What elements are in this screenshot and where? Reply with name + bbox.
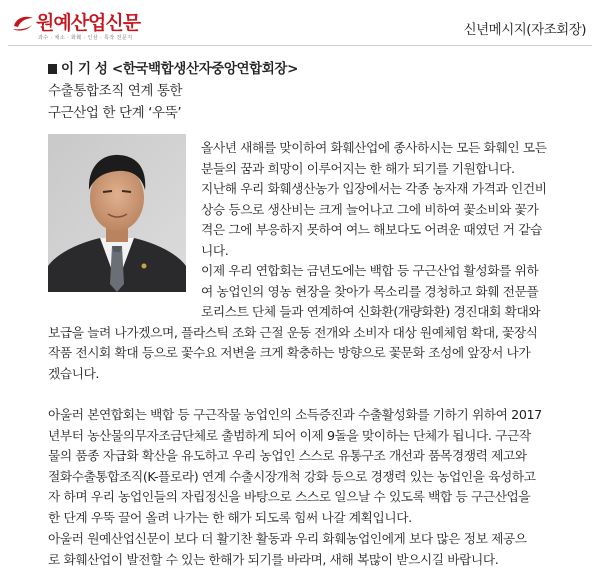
paragraph-1: [201, 138, 577, 179]
text-line: 절화수출통합조직(K-플로라) 연계 수출시장개척 강화 등으로 경쟁력 있는 농업인을 육성하고: [48, 468, 536, 484]
text-line: 자 하며 우리 농업인들의 자립정신을 바탕으로 스스로 일으날 수 있도록 백합 등 구근산업을: [48, 489, 531, 505]
article-headline: [48, 58, 568, 124]
red-crescent-leaf-icon: [12, 14, 34, 34]
text-line: 격은 그에 부응하지 못하여 여느 해보다도 어려운 때였던 거 같습: [201, 222, 542, 238]
text-line: 작품 전시회 확대 등으로 꽃수요 저변을 크게 확충하는 방향으로 꽃문화 조성에 앞장서 나가: [48, 345, 531, 361]
section-title: 신년메시지(자조회장): [463, 22, 586, 38]
text-line: 이제 우리 연합회는 금년도에는 백합 등 구근산업 활성화를 위하: [201, 263, 539, 278]
logo-tagline: 과수 · 채소 · 화훼 · 인삼 · 특작 전문지: [38, 35, 133, 41]
byline: 이 기 성 <한국백합생산자중앙연합회장>: [61, 61, 298, 77]
text-line: 년부터 농산물의무자조금단체로 출범하게 되어 이제 9돌을 맞이하는 단체가 됩니다. 구근작: [48, 427, 531, 443]
text-line: 올사년 새해를 맞이하여 화훼산업에 종사하시는 모든 화훼인 모든: [201, 140, 547, 155]
paragraph-5: [48, 529, 577, 570]
masthead: [0, 0, 600, 46]
logo-name: 원예산업신문: [36, 12, 141, 34]
paragraph-3: [48, 261, 577, 385]
text-line: 보급을 늘려 나가겠으며, 플라스틱 조화 근절 운동 전개와 소비자 대상 원예체험 확대, 꽃장식: [48, 324, 538, 340]
subtitle-2: 구근산업 한 단계 ‘우뚝’: [48, 105, 182, 121]
subtitle-1: 수출통합조직 연계 통한: [48, 83, 183, 99]
byline-row: [48, 58, 568, 80]
paragraph-2: [201, 179, 577, 261]
newspaper-logo[interactable]: [12, 10, 182, 42]
text-line: 로 화훼산업이 발전할 수 있는 한해가 되기를 바라며, 새해 복많이 받으시길 바랍니다.: [48, 551, 499, 567]
header-divider: [8, 45, 592, 46]
text-line: 지난해 우리 화훼생산농가 입장에서는 각종 농자재 가격과 인건비: [201, 181, 547, 196]
text-line: 상승 등으로 생산비는 크게 늘어나고 그에 비하여 꽃소비와 꽃가: [201, 201, 539, 217]
text-line: 아울러 본연합회는 백합 등 구근작물 농업인의 소득증진과 수출활성화를 기하기 위하여 2017: [48, 407, 542, 422]
text-line: 여 농업인의 영농 현장을 찾아가 목소리를 경청하고 화훼 전문플: [201, 283, 539, 299]
bullet-square-icon: [48, 64, 57, 74]
text-line: 로리스트 단체 들과 연계하여 신화환(개량화환) 경진대회 확대와: [201, 304, 541, 320]
text-line: 겠습니다.: [48, 365, 100, 381]
text-line: 분들의 꿈과 희망이 이루어지는 한 해가 되기를 기원합니다.: [201, 160, 515, 176]
text-line: 한 단계 우뚝 끌어 올려 나가는 한 해가 되도록 힘써 나갈 계획입니다.: [48, 509, 412, 525]
paragraph-4: [48, 405, 577, 529]
text-line: 물의 품종 자급화 확산을 유도하고 우리 농업인 스스로 유통구조 개선과 품목경쟁력 제고와: [48, 448, 527, 464]
text-line: 니다.: [201, 242, 229, 258]
text-line: 아울러 원예산업신문이 보다 더 활기찬 활동과 우리 화훼농업인에게 보다 많은 정보 제공으: [48, 531, 527, 546]
